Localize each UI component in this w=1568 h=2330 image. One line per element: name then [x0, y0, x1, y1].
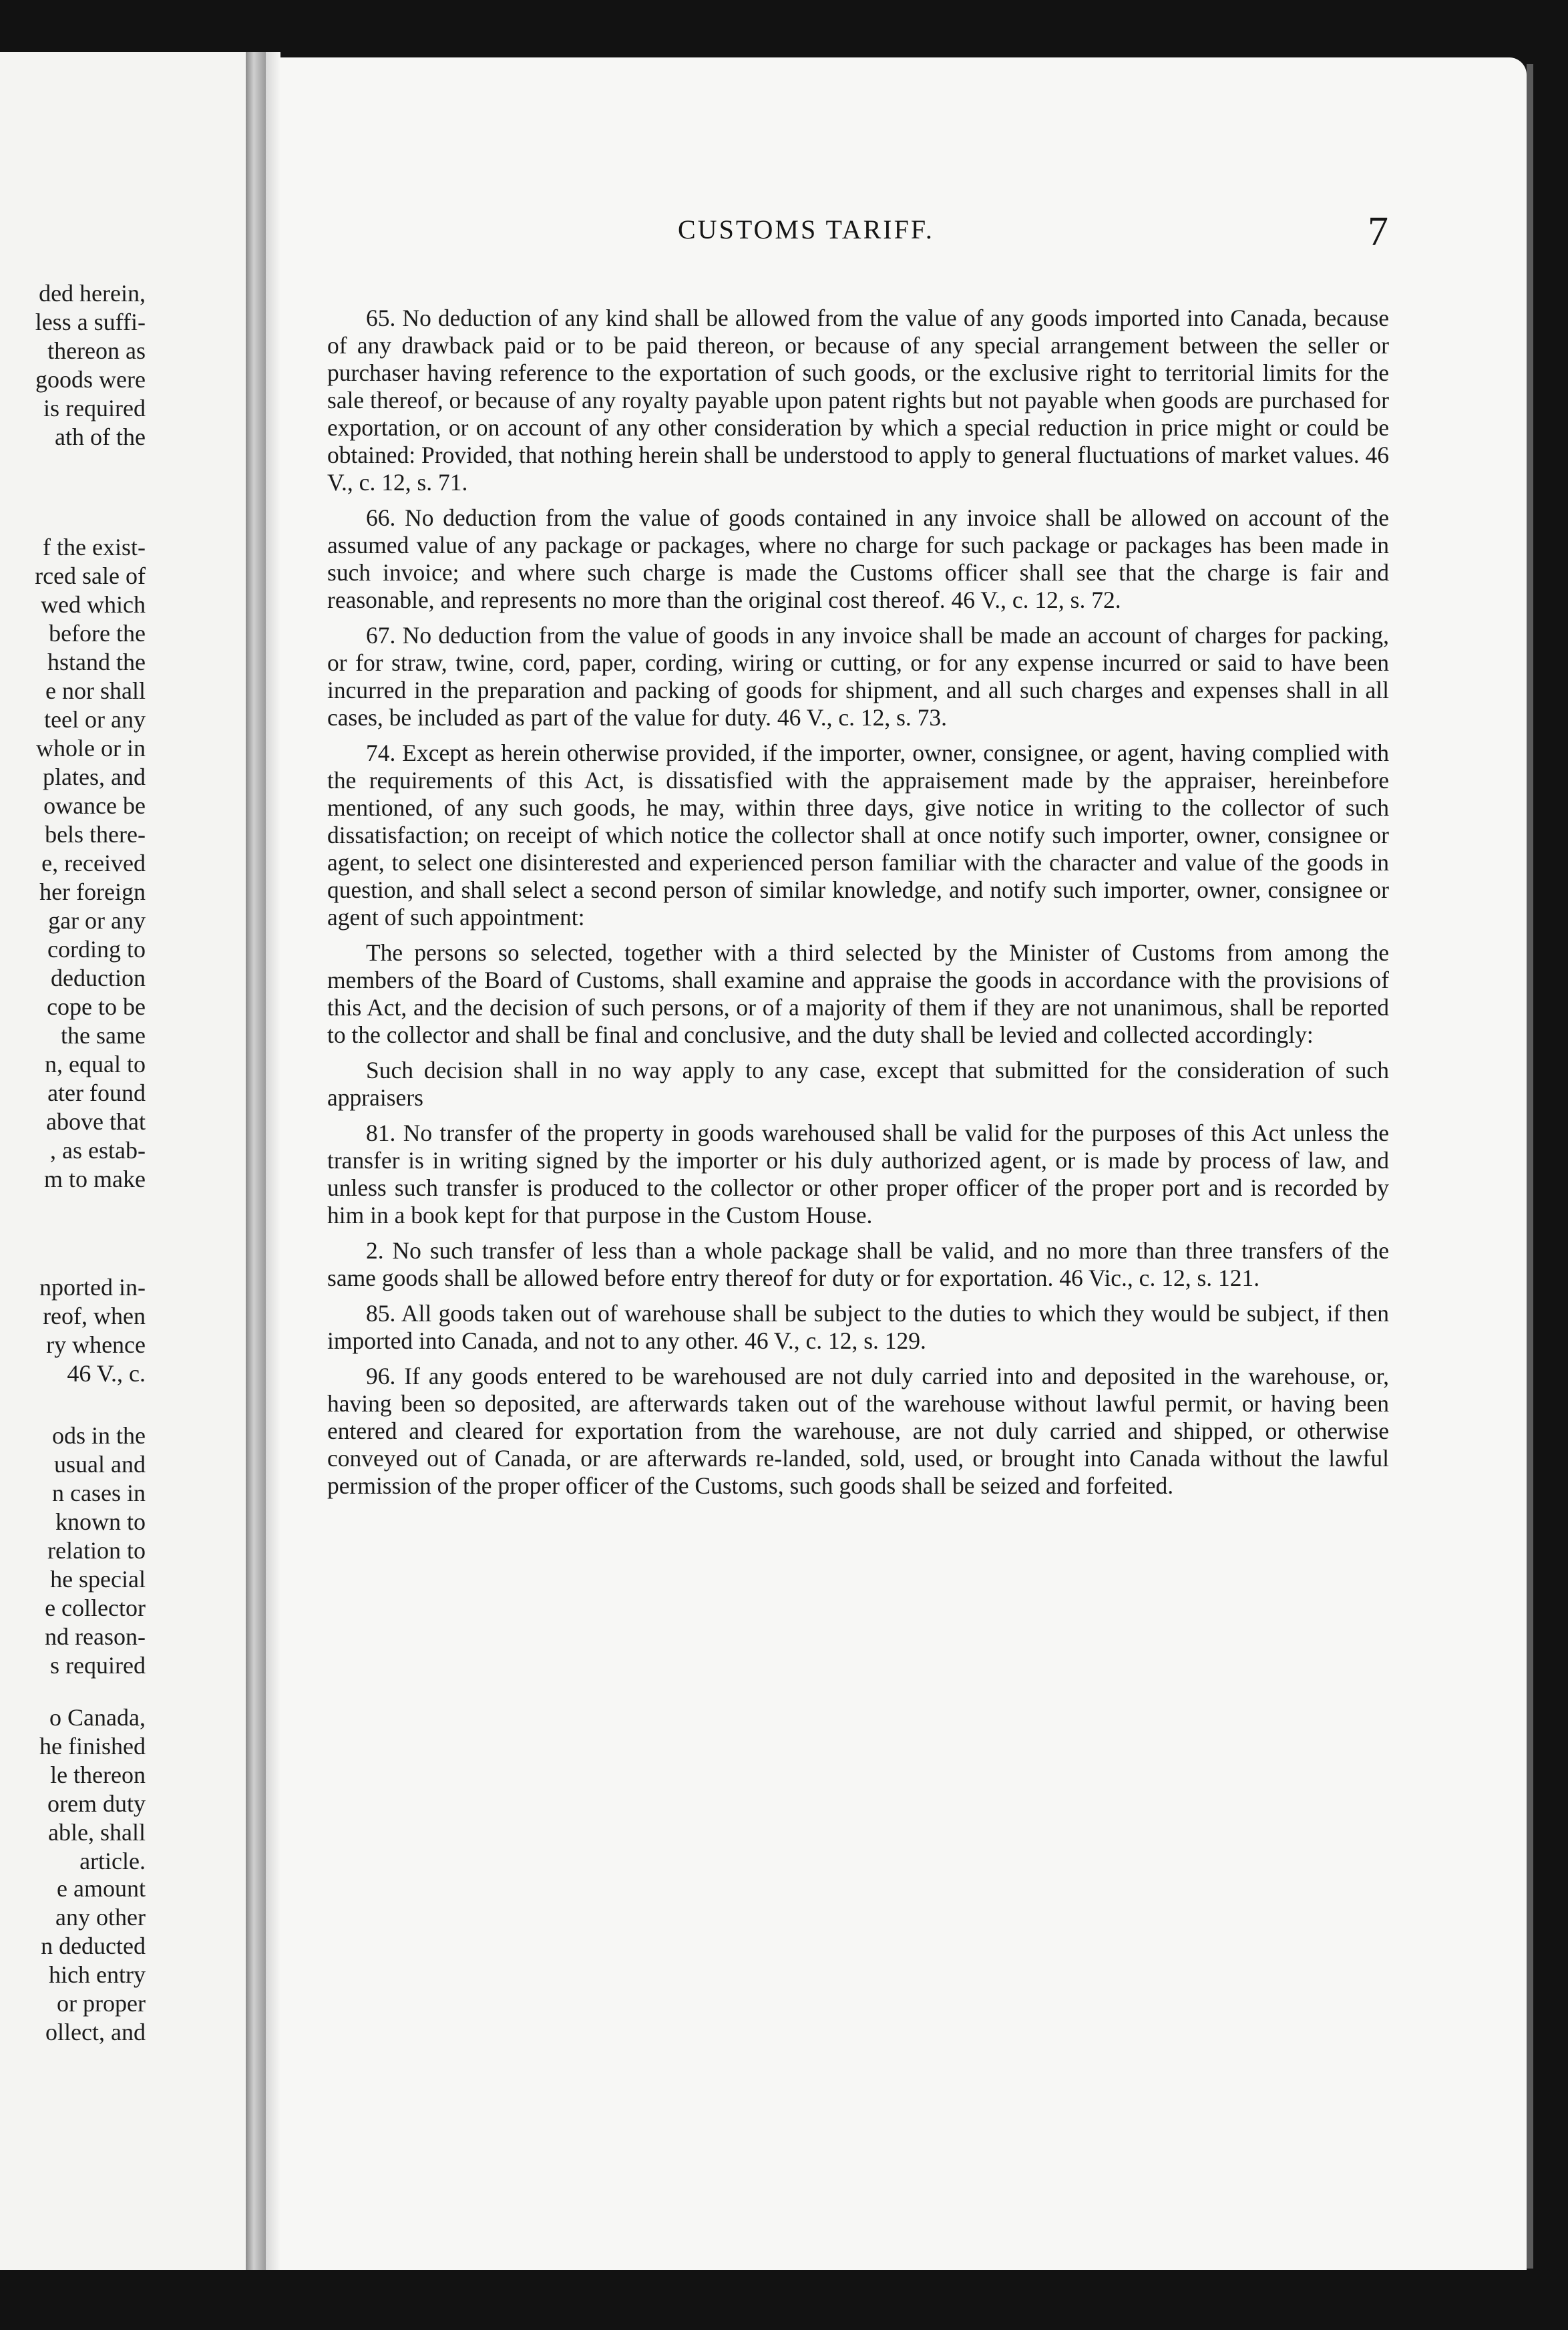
book-gutter: [246, 52, 266, 2270]
left-facing-page: [0, 52, 246, 2270]
page-body: [327, 305, 1389, 1508]
left-page-line: n, equal to: [45, 1051, 146, 1077]
left-page-line: nd reason-: [45, 1623, 146, 1650]
left-page-line: he finished: [39, 1733, 146, 1760]
left-page-line: able, shall: [48, 1819, 146, 1846]
left-page-line: m to make: [44, 1166, 146, 1192]
left-page-line: plates, and: [43, 764, 146, 790]
paragraph-section-65: 65. No deduction of any kind shall be allowed from the value of any goods imported into Canada, because of any drawback paid or to be paid thereon, or because of any special arrangement between the seller or purchaser having reference to the exportation of such goods, or the exclusive right to territorial limits for the sale thereof, or because of any royalty payable upon patent rights but not payable when goods are purchased for exportation, or on account of any other consideration by which a special reduction in price might or could be obtained: Provided, that nothing herein shall be understood to apply to general fluctuations of market values. 46 V., c. 12, s. 71.: [327, 305, 1389, 496]
left-page-line: f the exist-: [43, 534, 146, 560]
page-header-title: CUSTOMS TARIFF.: [678, 214, 934, 244]
left-page-line: e nor shall: [45, 677, 146, 704]
paragraph-section-74: 74. Except as herein otherwise provided, if the importer, owner, consignee, or agent, having complied with the requirements of this Act, is dissatisfied with the appraisement made by the appraiser, hereinbefore mentioned, of any such goods, he may, within three days, give notice in writing to the collector of such dissatisfaction; on receipt of which notice the collector shall at once notify such importer, owner, consignee or agent, to select one disinterested and experienced person familiar with the character and value of the goods in question, and shall select a second person of similar knowledge, and notify such importer, owner, consignee or agent of such appointment:: [327, 739, 1389, 931]
left-page-line: above that: [46, 1108, 146, 1135]
left-page-line: reof, when: [43, 1303, 146, 1329]
paragraph-section-74-persons: The persons so selected, together with a third selected by the Minister of Customs from among the members of the Board of Customs, shall examine and appraise the goods in accordance with the provisions of this Act, and the decision of such persons, or of a majority of them if they are not unanimous, shall be reported to the collector and shall be final and conclusive, and the duty shall be levied and collected accordingly:: [327, 939, 1389, 1048]
left-page-line: ded herein,: [39, 280, 146, 307]
left-page-line: deduction: [51, 965, 146, 991]
left-page-text-block: [0, 1273, 146, 1388]
paragraph-section-67: 67. No deduction from the value of goods in any invoice shall be made an account of charges for packing, or for straw, twine, cord, paper, cording, wiring or cutting, or for any expense incurred or said to have been incurred in the preparation and packing of goods for shipment, and all such charges and expenses shall in all cases, be included as part of the value for duty. 46 V., c. 12, s. 73.: [327, 622, 1389, 731]
page-edge: [1527, 64, 1533, 2269]
left-page-line: known to: [55, 1508, 146, 1535]
left-page-text-block: [0, 279, 146, 452]
left-page-line: gar or any: [48, 907, 146, 934]
left-page-line: ollect, and: [45, 2019, 146, 2045]
left-page-text-block: [0, 533, 146, 1194]
left-page-line: , as estab-: [50, 1137, 146, 1164]
left-page-line: goods were: [35, 366, 146, 393]
paragraph-section-81-subsection-2: 2. No such transfer of less than a whole package shall be valid, and no more than three transfers of the same goods shall be allowed before entry thereof for duty or for exportation. 46 Vic., c. 12, s. 121.: [327, 1237, 1389, 1291]
left-page-line: bels there-: [45, 821, 146, 848]
left-page-line: orem duty: [47, 1790, 146, 1817]
left-page-line: he special: [50, 1566, 146, 1593]
left-page-line: hich entry: [49, 1961, 146, 1988]
left-page-line: n deducted: [41, 1933, 146, 1959]
left-page-line: le thereon: [50, 1762, 146, 1788]
left-page-line: e collector: [45, 1595, 146, 1621]
left-page-line: her foreign: [39, 878, 146, 905]
left-page-line: is required: [43, 395, 146, 422]
left-page-line: any other: [55, 1904, 146, 1931]
left-page-text-block: [0, 1874, 146, 2047]
paragraph-section-85: 85. All goods taken out of warehouse shall be subject to the duties to which they would be subject, if then imported into Canada, and not to any other. 46 V., c. 12, s. 129.: [327, 1300, 1389, 1354]
gutter-shadow: [266, 52, 280, 2270]
left-page-text-block: [0, 1422, 146, 1680]
left-page-line: hstand the: [47, 649, 146, 675]
left-page-line: ods in the: [52, 1422, 146, 1449]
left-page-line: n cases in: [52, 1480, 146, 1506]
page-number: 7: [1368, 209, 1388, 255]
left-page-line: less a suffi-: [35, 309, 146, 335]
left-page-line: ry whence: [46, 1331, 146, 1358]
left-page-line: ater found: [47, 1079, 146, 1106]
paragraph-section-96: 96. If any goods entered to be warehoused are not duly carried into and deposited in the warehouse, or, having been so deposited, are afterwards taken out of the warehouse without lawful permit, or having been entered and cleared for exportation from the warehouse, are not duly carried and shipped, or otherwise conveyed out of Canada, or are afterwards re-landed, sold, used, or brought into Canada without the lawful permission of the proper officer of the Customs, such goods shall be seized and forfeited.: [327, 1363, 1389, 1499]
left-page-line: teel or any: [44, 706, 146, 733]
left-page-line: o Canada,: [49, 1704, 146, 1731]
paragraph-section-66: 66. No deduction from the value of goods contained in any invoice shall be allowed on account of the assumed value of any package or packages, where no charge for such package or packages has been made in such invoice; and where such charge is made the Customs officer shall see that the charge is fair and reasonable, and represents no more than the original cost thereof. 46 V., c. 12, s. 72.: [327, 504, 1389, 613]
left-page-line: nported in-: [39, 1274, 146, 1301]
left-page-line: cope to be: [47, 993, 146, 1020]
left-page-line: e amount: [57, 1875, 146, 1902]
left-page-line: owance be: [43, 792, 146, 819]
paragraph-section-81: 81. No transfer of the property in goods warehoused shall be valid for the purposes of this Act unless the transfer is in writing signed by the importer or his duly authorized agent, or is made by process of law, and unless such transfer is produced to the collector or other proper officer of the proper port and is recorded by him in a book kept for that purpose in the Custom House.: [327, 1120, 1389, 1228]
left-page-line: ath of the: [55, 424, 146, 450]
left-page-line: e, received: [41, 850, 146, 876]
left-page-line: before the: [49, 620, 146, 647]
left-page-line: cording to: [47, 936, 146, 963]
left-page-line: 46 V., c.: [67, 1360, 146, 1387]
left-page-text-block: [0, 1703, 146, 1876]
left-page-line: article.: [79, 1848, 146, 1874]
left-page-line: thereon as: [47, 337, 146, 364]
left-page-line: whole or in: [36, 735, 146, 762]
left-page-line: wed which: [41, 591, 146, 618]
left-page-line: the same: [61, 1022, 146, 1049]
left-page-line: or proper: [57, 1990, 146, 2017]
left-page-line: relation to: [47, 1537, 146, 1564]
left-page-line: usual and: [54, 1451, 146, 1478]
paragraph-section-74-decision: Such decision shall in no way apply to any case, except that submitted for the consideration of such appraisers: [327, 1057, 1389, 1111]
left-page-line: s required: [50, 1652, 146, 1679]
left-page-line: rced sale of: [35, 562, 146, 589]
